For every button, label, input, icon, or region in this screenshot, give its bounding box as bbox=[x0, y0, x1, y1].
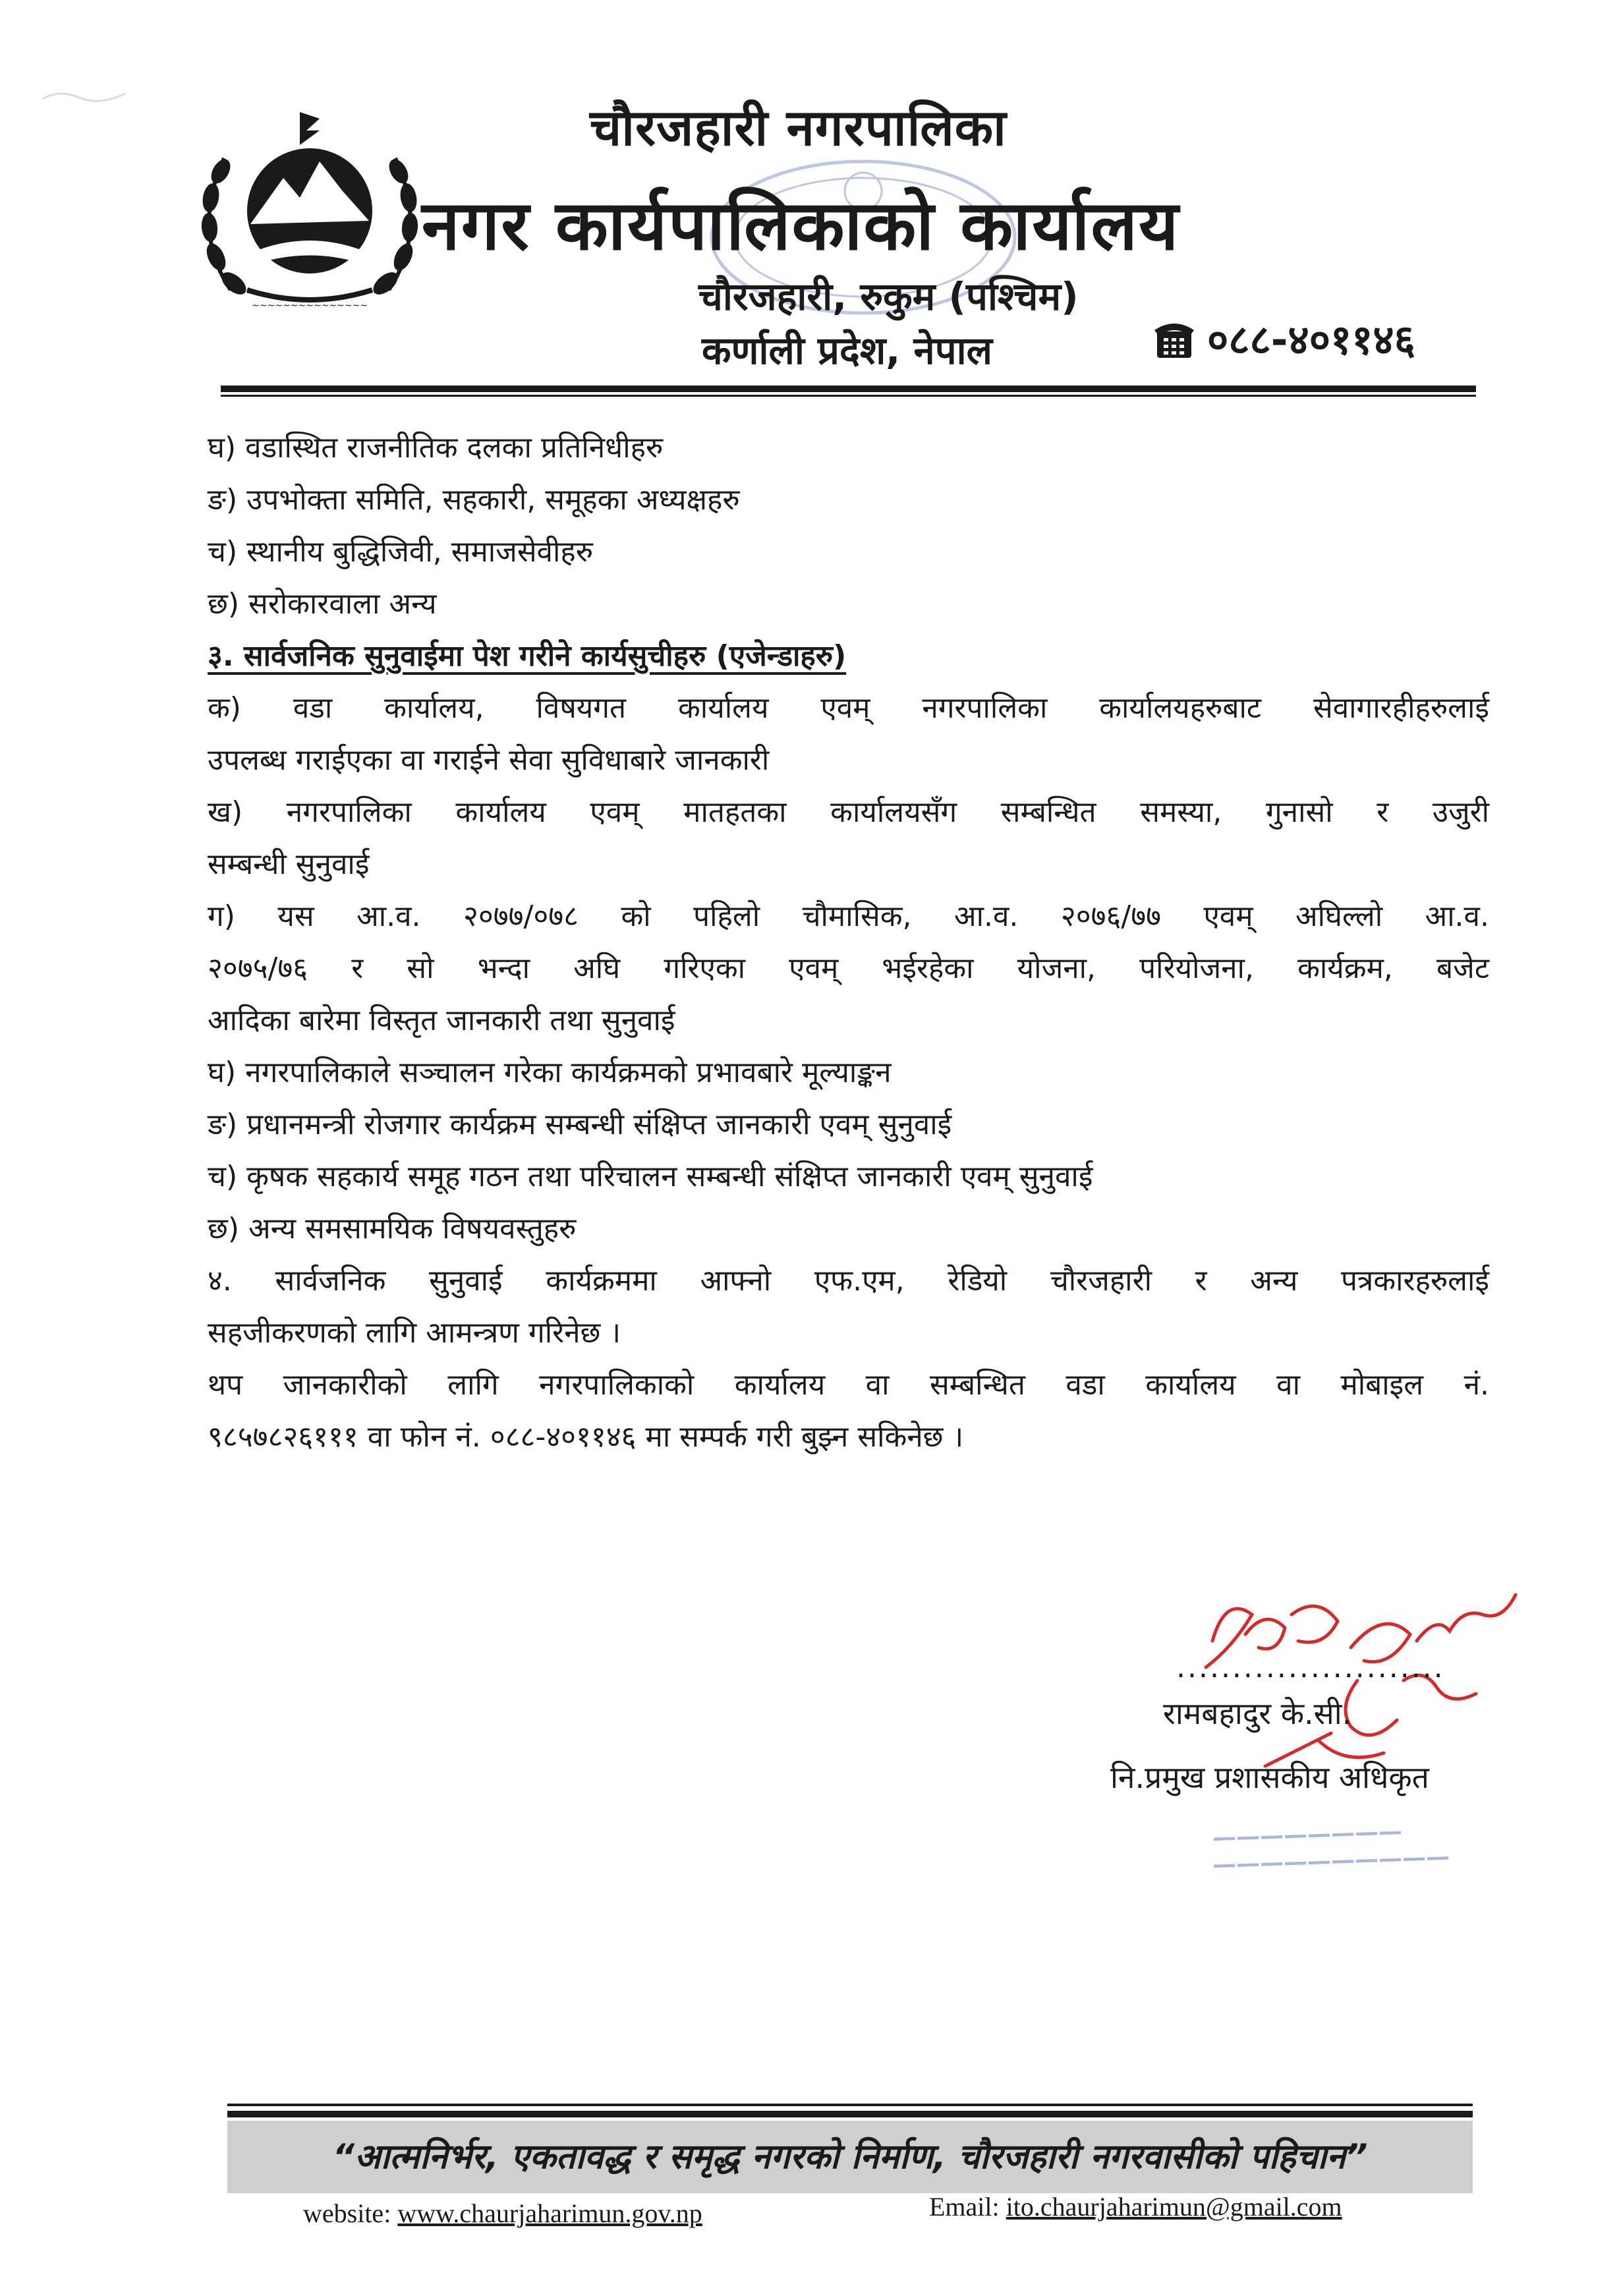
list-item: ङ) उपभोक्ता समिति, सहकारी, समूहका अध्यक्षहरु bbox=[208, 483, 740, 517]
website-label: website: bbox=[303, 2198, 398, 2228]
list-item: सहजीकरणको लागि आमन्त्रण गरिनेछ । bbox=[208, 1316, 621, 1350]
list-item: ङ) प्रधानमन्त्री रोजगार कार्यक्रम सम्बन्धी संक्षिप्त जानकारी एवम् सुनुवाई bbox=[208, 1108, 952, 1141]
list-item: २०७५/७६ र सो भन्दा अघि गरिएका एवम् भईरहेका योजना, परियोजना, कार्यक्रम, बजेट bbox=[208, 952, 1489, 985]
contact-note: थप जानकारीको लागि नगरपालिकाको कार्यालय वा सम्बन्धित वडा कार्यालय वा मोबाइल नं. bbox=[208, 1368, 1489, 1402]
list-item: सम्बन्धी सुनुवाई bbox=[208, 847, 370, 881]
list-item: च) स्थानीय बुद्धिजिवी, समाजसेवीहरु bbox=[208, 535, 594, 569]
scan-smudge bbox=[40, 86, 132, 105]
telephone-icon bbox=[1153, 317, 1195, 360]
signature-line: ........................ bbox=[1176, 1651, 1445, 1684]
list-item: क) वडा कार्यालय, विषयगत कार्यालय एवम् नगरपालिका कार्यालयहरुबाट सेवागारहीहरुलाई bbox=[208, 691, 1489, 725]
email-link[interactable]: ito.chaurjaharimun@gmail.com bbox=[1006, 2192, 1342, 2222]
list-item: ख) नगरपालिका कार्यालय एवम् मातहतका कार्यालयसँग सम्बन्धित समस्या, गुनासो र उजुरी bbox=[208, 795, 1489, 829]
motto: “आत्मनिर्भर, एकतावद्ध र समृद्ध नगरको निर्माण, चौरजहारी नगरवासीको पहिचान” bbox=[332, 2137, 1368, 2177]
list-item: उपलब्ध गराईएका वा गराईने सेवा सुविधाबारे जानकारी bbox=[208, 743, 770, 777]
nepal-emblem-icon bbox=[185, 99, 435, 316]
phone-block bbox=[1153, 311, 1415, 366]
list-item: छ) सरोकारवाला अन्य bbox=[208, 587, 437, 621]
name-stamp: ———————— —————————— bbox=[1212, 1818, 1450, 1879]
email-info bbox=[929, 2191, 1342, 2222]
header-rule-thin bbox=[221, 395, 1476, 397]
list-item: घ) वडास्थित राजनीतिक दलका प्रतिनिधीहरु bbox=[208, 431, 664, 465]
email-label: Email: bbox=[929, 2192, 1006, 2222]
phone-number: ०८८-४०११४६ bbox=[1207, 316, 1415, 364]
office-address: चौरजहारी, रुकुम (पश्चिम) bbox=[698, 274, 1079, 319]
website-info bbox=[303, 2198, 702, 2229]
svg-text:~~~~~~~~~~~~~~~: ~~~~~~~~~~~~~~~ bbox=[252, 301, 368, 311]
list-item: ग) यस आ.व. २०७७/०७८ को पहिलो चौमासिक, आ.व. २०७६/७७ एवम् अघिल्लो आ.व. bbox=[208, 900, 1489, 933]
list-item: घ) नगरपालिकाले सञ्चालन गरेका कार्यक्रमको प्रभावबारे मूल्याङ्कन bbox=[208, 1056, 892, 1089]
list-item: च) कृषक सहकार्य समूह गठन तथा परिचालन सम्बन्धी संक्षिप्त जानकारी एवम् सुनुवाई bbox=[208, 1160, 1093, 1193]
office-province: कर्णाली प्रदेश, नेपाल bbox=[702, 328, 992, 373]
signatory-title: नि.प्रमुख प्रशासकीय अधिकृत bbox=[1110, 1760, 1429, 1795]
website-link[interactable]: www.chaurjaharimun.gov.np bbox=[397, 2198, 702, 2228]
municipality-name: चौरजहारी नगरपालिका bbox=[590, 98, 1007, 157]
letter-body bbox=[208, 422, 1489, 1463]
section-heading: ३. सार्वजनिक सुनुवाईमा पेश गरीने कार्यसुचीहरु (एजेन्डाहरु) bbox=[208, 639, 847, 673]
header-rule bbox=[221, 386, 1476, 392]
office-title: नगर कार्यपालिकाको कार्यालय bbox=[422, 185, 1180, 266]
contact-note: ९८५७८२६१११ वा फोन नं. ०८८-४०११४६ मा सम्पर्क गरी बुझ्न सकिनेछ । bbox=[208, 1420, 964, 1454]
list-item: ४. सार्वजनिक सुनुवाई कार्यक्रममा आफ्नो एफ.एम, रेडियो चौरजहारी र अन्य पत्रकारहरुलाई bbox=[208, 1264, 1489, 1298]
footer-rule-thin bbox=[227, 2104, 1473, 2106]
list-item: आदिका बारेमा विस्तृत जानकारी तथा सुनुवाई bbox=[208, 1004, 675, 1037]
footer-rule bbox=[227, 2111, 1473, 2117]
signatory-name: रामबहादुर के.सी. bbox=[1163, 1696, 1352, 1731]
list-item: छ) अन्य समसामयिक विषयवस्तुहरु bbox=[208, 1212, 577, 1246]
